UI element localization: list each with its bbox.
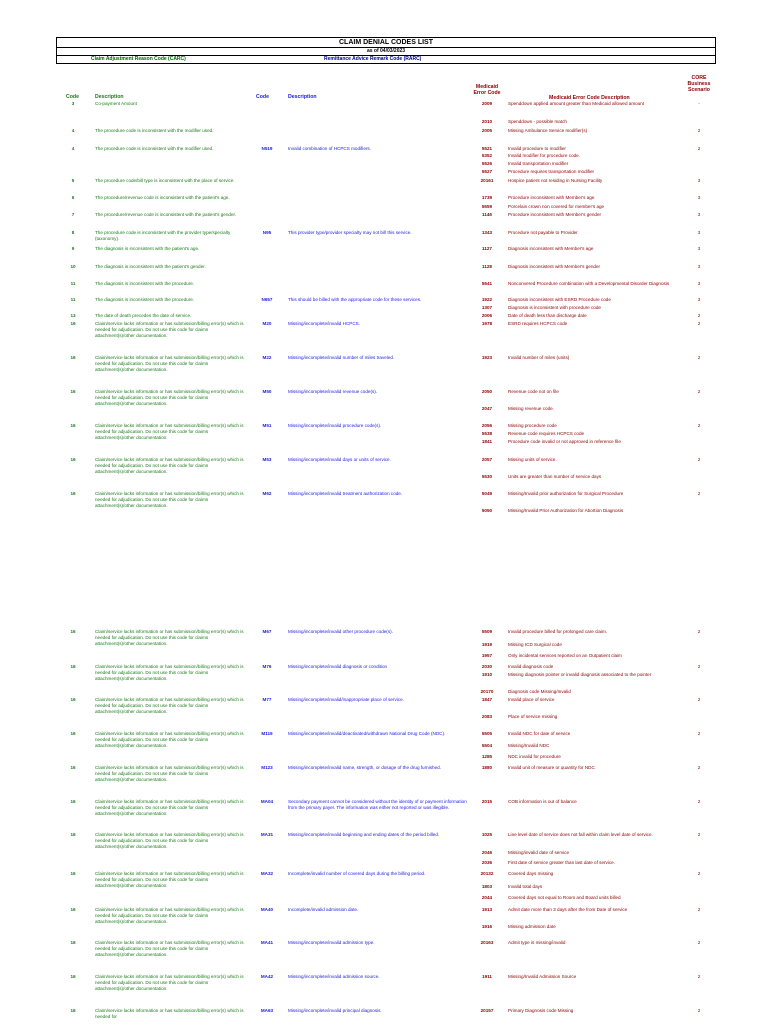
- col-header-core-business-scenario: CORE Business Scenario: [687, 75, 711, 93]
- medicaid-error-code-cell: 20132: [480, 871, 494, 876]
- carc-code-cell: 16: [70, 457, 76, 462]
- rarc-description-cell: Missing/incomplete/invalid procedure code(s).: [288, 423, 382, 428]
- medicaid-error-description-cell: First date of service greater than last date of service.: [508, 860, 615, 865]
- rarc-code-cell: MA42: [260, 974, 274, 979]
- rarc-description-cell: Missing/incomplete/invalid beginning and ending dates of the period billed.: [288, 832, 440, 837]
- carc-description-cell: Claim/service lacks information or has submission/billing error(s) which is needed for adjudication. Do not use this code for claims attachment(s)/other documentation.: [95, 321, 244, 338]
- carc-code-cell: 11: [70, 281, 76, 286]
- carc-code-cell: 16: [70, 765, 76, 770]
- medicaid-error-code-cell: 5526: [481, 161, 493, 166]
- rarc-code-cell: M77: [262, 697, 272, 702]
- medicaid-error-description-cell: Procedure code invalid or not approved in reference file: [508, 439, 621, 444]
- carc-code-cell: 16: [70, 799, 76, 804]
- carc-description-cell: The procedure code/bill type is inconsistent with the place of service.: [95, 178, 235, 183]
- medicaid-error-code-cell: 1916: [481, 924, 493, 929]
- medicaid-error-description-cell: Covered days missing: [508, 871, 554, 876]
- medicaid-error-code-cell: 5559: [481, 204, 493, 209]
- rarc-description-cell: Invalid combination of HCPCS modifiers.: [288, 146, 371, 151]
- medicaid-error-code-cell: 1841: [481, 439, 493, 444]
- rarc-description-cell: Missing/incomplete/invalid days or units of service.: [288, 457, 391, 462]
- medicaid-error-description-cell: Invalid NDC for date of service: [508, 731, 571, 736]
- rarc-description-cell: This provider type/provider specialty may not bill this service.: [288, 230, 412, 235]
- section-header-row: [56, 56, 716, 64]
- carc-description-cell: Claim/service lacks information or has submission/billing error(s) which is needed for adjudication. Do not use this code for claims attachment(s)/other documentation.: [95, 389, 244, 406]
- carc-description-cell: Claim/service lacks information or has submission/billing error(s) which is needed for adjudication. Do not use this code for claims attachment(s)/other documentation.: [95, 664, 244, 681]
- rarc-description-cell: Incomplete/invalid admission date.: [288, 907, 359, 912]
- carc-description-cell: The procedure code is inconsistent with the provider type/specialty (taxonomy).: [95, 230, 231, 241]
- core-business-scenario-cell: 3: [697, 195, 701, 200]
- carc-description-cell: Claim/service lacks information or has submission/billing error(s) which is needed for adjudication. Do not use this code for claims attachment(s)/other documentation.: [95, 765, 244, 782]
- carc-code-cell: 9: [71, 246, 75, 251]
- medicaid-error-description-cell: Missing units of service.: [508, 457, 557, 462]
- rarc-description-cell: This should be billed with the appropriate code for these services.: [288, 297, 422, 302]
- medicaid-error-description-cell: Missing diagnosis pointer or invalid diagnosis associated to the pointer: [508, 672, 652, 677]
- rarc-code-cell: N95: [262, 230, 272, 235]
- medicaid-error-description-cell: Diagnosis is inconsistent with procedure code: [508, 305, 601, 310]
- medicaid-error-description-cell: Hospice patient not residing in Nursing Facility: [508, 178, 603, 183]
- rarc-description-cell: Missing/incomplete/invalid admission source.: [288, 974, 380, 979]
- carc-description-cell: The diagnosis is inconsistent with the patient's gender.: [95, 264, 206, 269]
- medicaid-error-description-cell: Nonconvered Procedure combination with a Developmental Disorder Diagnosis: [508, 281, 670, 286]
- medicaid-error-description-cell: Invalid procedure billed for prolonged care claim.: [508, 629, 608, 634]
- medicaid-error-description-cell: Admit date more than 3 days after the from Date of service: [508, 907, 628, 912]
- carc-description-cell: Claim/service lacks information or has submission/billing error(s) which is needed for: [95, 1008, 244, 1019]
- core-business-scenario-cell: 2: [697, 799, 701, 804]
- col-header-medicaid-error-description: Medicaid Error Code Description: [549, 95, 630, 101]
- medicaid-error-code-cell: 1307: [481, 305, 493, 310]
- carc-code-cell: 16: [70, 491, 76, 496]
- medicaid-error-code-cell: 2044: [481, 895, 493, 900]
- medicaid-error-code-cell: 1922: [481, 297, 493, 302]
- medicaid-error-description-cell: Diagnosis code Missing/Invalid: [508, 689, 571, 694]
- medicaid-error-code-cell: 5527: [481, 169, 493, 174]
- medicaid-error-code-cell: 5521: [481, 146, 493, 151]
- medicaid-error-description-cell: Missing ICD Surgical code: [508, 642, 562, 647]
- rarc-code-cell: M76: [262, 664, 272, 669]
- medicaid-error-description-cell: Procedure requires transportation modifier: [508, 169, 595, 174]
- medicaid-error-description-cell: NDC invalid for procedure: [508, 754, 561, 759]
- medicaid-error-code-cell: 1880: [481, 765, 493, 770]
- rarc-description-cell: Missing/incomplete/invalid number of miles traveled.: [288, 355, 395, 360]
- core-business-scenario-cell: 2: [697, 491, 701, 496]
- carc-code-cell: 16: [70, 731, 76, 736]
- medicaid-error-description-cell: Only incidental services reported on an Outpatient claim: [508, 653, 622, 658]
- carc-description-cell: The procedure code is inconsistent with the modifier used.: [95, 146, 214, 151]
- medicaid-error-code-cell: 2006: [481, 313, 493, 318]
- carc-description-cell: Claim/service lacks information or has submission/billing error(s) which is needed for adjudication. Do not use this code for claims attachment(s)/other documentation.: [95, 491, 244, 508]
- medicaid-error-description-cell: Missing revenue code.: [508, 406, 554, 411]
- medicaid-error-description-cell: Diagnosis inconsistent with Member's age: [508, 246, 594, 251]
- rarc-code-cell: N657: [261, 297, 273, 302]
- medicaid-error-description-cell: Invalid unit of measure or quantity for NDC: [508, 765, 595, 770]
- medicaid-error-description-cell: Line level date of service does not fall within claim level date of service.: [508, 832, 653, 837]
- rarc-description-cell: Missing/incomplete/invalid/inappropriate place of service.: [288, 697, 404, 702]
- medicaid-error-description-cell: Procedure inconsistent with Member's age: [508, 195, 595, 200]
- medicaid-error-code-cell: 5505: [481, 731, 493, 736]
- core-business-scenario-cell: 2: [697, 832, 701, 837]
- core-business-scenario-cell: 2: [697, 731, 701, 736]
- core-business-scenario-cell: 2: [697, 974, 701, 979]
- carc-description-cell: Claim/service lacks information or has submission/billing error(s) which is needed for adjudication. Do not use this code for claims attachment(s)/other documentation.: [95, 731, 244, 748]
- carc-description-cell: Claim/service lacks information or has submission/billing error(s) which is needed for adjudication. Do not use this code for claims attachment(s)/other documentation.: [95, 355, 244, 372]
- core-business-scenario-cell: 2: [697, 664, 701, 669]
- medicaid-error-code-cell: 1919: [481, 642, 493, 647]
- document-date: as of 04/03/2023: [56, 48, 716, 56]
- carc-description-cell: The diagnosis is inconsistent with the procedure.: [95, 281, 195, 286]
- medicaid-error-code-cell: 2050: [481, 389, 493, 394]
- medicaid-error-description-cell: Invalid place of service: [508, 697, 555, 702]
- rarc-description-cell: Missing/incomplete/invalid principal diagnosis.: [288, 1008, 382, 1013]
- core-business-scenario-cell: 3: [697, 281, 701, 286]
- rarc-code-cell: MA31: [260, 832, 274, 837]
- carc-description-cell: Claim/service lacks information or has submission/billing error(s) which is needed for adjudication. Do not use this code for claims attachment(s)/other documentation.: [95, 832, 244, 849]
- carc-description-cell: The procedure/revenue code is inconsistent with the patient's age.: [95, 195, 230, 200]
- medicaid-error-description-cell: Invalid transportation modifier: [508, 161, 569, 166]
- medicaid-error-code-cell: 1803: [481, 884, 493, 889]
- carc-code-cell: 10: [70, 264, 76, 269]
- carc-section-label: Claim Adjustment Reason Code (CARC): [91, 56, 186, 62]
- medicaid-error-code-cell: 2083: [481, 714, 493, 719]
- medicaid-error-code-cell: 2009: [481, 101, 493, 106]
- medicaid-error-code-cell: 20157: [480, 1008, 494, 1013]
- medicaid-error-code-cell: 5530: [481, 474, 493, 479]
- carc-code-cell: 3: [71, 101, 75, 106]
- medicaid-error-description-cell: Missing procedure code: [508, 423, 557, 428]
- core-business-scenario-cell: 2: [697, 389, 701, 394]
- core-business-scenario-cell: 2: [697, 1008, 701, 1013]
- rarc-description-cell: Missing/incomplete/invalid revenue code(s).: [288, 389, 378, 394]
- medicaid-error-code-cell: 1343: [481, 230, 493, 235]
- rarc-description-cell: Missing/incomplete/invalid other procedure code(s).: [288, 629, 393, 634]
- medicaid-error-description-cell: Missing/invalid date of service: [508, 850, 570, 855]
- core-business-scenario-cell: 3: [697, 297, 701, 302]
- carc-description-cell: Claim/service lacks information or has submission/billing error(s) which is needed for adjudication. Do not use this code for claims attachment(s)/other documentation.: [95, 799, 244, 816]
- rarc-description-cell: Missing/incomplete/invalid treatment authorization code.: [288, 491, 403, 496]
- carc-code-cell: 16: [70, 697, 76, 702]
- medicaid-error-code-cell: 5352: [481, 153, 493, 158]
- medicaid-error-description-cell: Invalid modifier for procedure code.: [508, 153, 581, 158]
- carc-code-cell: 16: [70, 321, 76, 326]
- col-header-rarc-description: Description: [288, 94, 317, 100]
- carc-code-cell: 4: [71, 146, 75, 151]
- medicaid-error-code-cell: 1957: [481, 653, 493, 658]
- medicaid-error-code-cell: 5541: [481, 281, 493, 286]
- core-business-scenario-cell: 2: [697, 629, 701, 634]
- core-business-scenario-cell: 2: [697, 940, 701, 945]
- medicaid-error-description-cell: Porcelain crown non covered for member's age: [508, 204, 605, 209]
- medicaid-error-description-cell: Diagnosis inconsistent with ESRD Procedure code: [508, 297, 611, 302]
- medicaid-error-code-cell: 1128: [482, 264, 492, 269]
- carc-description-cell: The diagnosis is inconsistent with the procedure.: [95, 297, 195, 302]
- medicaid-error-code-cell: 1978: [481, 321, 493, 326]
- core-business-scenario-cell: 2: [697, 423, 701, 428]
- carc-code-cell: 16: [70, 664, 76, 669]
- carc-description-cell: Claim/service lacks information or has submission/billing error(s) which is needed for adjudication. Do not use this code for claims attachment(s)/other documentation.: [95, 907, 244, 924]
- rarc-code-cell: N519: [261, 146, 273, 151]
- rarc-code-cell: M123: [261, 765, 273, 770]
- medicaid-error-description-cell: Missing/Invalid Admission Source: [508, 974, 577, 979]
- core-business-scenario-cell: 3: [697, 230, 701, 235]
- carc-code-cell: 16: [70, 974, 76, 979]
- medicaid-error-code-cell: 2047: [481, 406, 493, 411]
- core-business-scenario-cell: 2: [697, 697, 701, 702]
- document-title: CLAIM DENIAL CODES LIST: [56, 37, 716, 48]
- core-business-scenario-cell: 2: [697, 871, 701, 876]
- carc-description-cell: Co-payment Amount: [95, 101, 137, 106]
- medicaid-error-description-cell: Missing/Invalid Prior Authorization for Abortion Diagnosis: [508, 508, 624, 513]
- medicaid-error-code-cell: 20163: [480, 940, 494, 945]
- carc-description-cell: Claim/service lacks information or has submission/billing error(s) which is needed for adjudication. Do not use this code for claims attachment(s)/other documentation.: [95, 423, 244, 440]
- medicaid-error-code-cell: 2036: [481, 860, 493, 865]
- medicaid-error-code-cell: 1911: [482, 974, 492, 979]
- medicaid-error-code-cell: 5050: [481, 508, 493, 513]
- medicaid-error-description-cell: Invalid number of miles (units): [508, 355, 570, 360]
- medicaid-error-code-cell: 5509: [481, 629, 493, 634]
- rarc-code-cell: M20: [262, 321, 272, 326]
- rarc-code-cell: MA41: [260, 940, 274, 945]
- medicaid-error-code-cell: 2010: [481, 119, 493, 124]
- medicaid-error-description-cell: COB information is out of balance: [508, 799, 577, 804]
- medicaid-error-description-cell: Procedure not payable to Provider: [508, 230, 578, 235]
- medicaid-error-code-cell: 20170: [480, 689, 494, 694]
- carc-description-cell: Claim/service lacks information or has submission/billing error(s) which is needed for adjudication. Do not use this code for claims attachment(s)/other documentation.: [95, 871, 244, 888]
- carc-description-cell: The date of death precedes the date of service.: [95, 313, 192, 318]
- medicaid-error-code-cell: 1285: [481, 754, 493, 759]
- medicaid-error-code-cell: 2005: [481, 128, 493, 133]
- medicaid-error-code-cell: 1146: [482, 212, 492, 217]
- core-business-scenario-cell: 2: [697, 457, 701, 462]
- col-header-rarc-code: Code: [256, 94, 269, 100]
- rarc-code-cell: M22: [262, 355, 272, 360]
- medicaid-error-description-cell: Spenddown applied amount greater than Medicaid allowed amount: [508, 101, 645, 106]
- medicaid-error-description-cell: Units are greater than number of service days: [508, 474, 602, 479]
- rarc-description-cell: Missing/incomplete/invalid admission type.: [288, 940, 375, 945]
- carc-description-cell: The procedure/revenue code is inconsistent with the patient's gender.: [95, 212, 237, 217]
- core-business-scenario-cell: 2: [697, 321, 701, 326]
- medicaid-error-description-cell: Missing admission date: [508, 924, 556, 929]
- medicaid-error-code-cell: 1025: [481, 832, 493, 837]
- rarc-code-cell: MA63: [260, 1008, 274, 1013]
- medicaid-error-code-cell: 2030: [481, 664, 493, 669]
- carc-code-cell: 7: [71, 212, 75, 217]
- medicaid-error-description-cell: Revenue code requires HCPCS code: [508, 431, 585, 436]
- rarc-description-cell: Incomplete/invalid number of covered days during the billing period.: [288, 871, 426, 876]
- medicaid-error-description-cell: Primary Diagnosis code Missing: [508, 1008, 574, 1013]
- carc-code-cell: 6: [71, 195, 75, 200]
- medicaid-error-description-cell: Invalid procedure to modifier: [508, 146, 566, 151]
- carc-code-cell: 16: [70, 423, 76, 428]
- carc-code-cell: 4: [71, 128, 75, 133]
- medicaid-error-code-cell: 1923: [481, 355, 493, 360]
- medicaid-error-description-cell: Revenue code not on file: [508, 389, 559, 394]
- medicaid-error-description-cell: Spenddown - possible match: [508, 119, 567, 124]
- carc-code-cell: 16: [70, 940, 76, 945]
- core-business-scenario-cell: 2: [697, 907, 701, 912]
- medicaid-error-code-cell: 5538: [481, 431, 493, 436]
- carc-code-cell: 8: [71, 230, 75, 235]
- medicaid-error-code-cell: 1127: [482, 246, 492, 251]
- core-business-scenario-cell: 3: [697, 264, 701, 269]
- core-business-scenario-cell: 3: [697, 212, 701, 217]
- medicaid-error-code-cell: 1847: [481, 697, 493, 702]
- medicaid-error-code-cell: 5049: [481, 491, 493, 496]
- rarc-code-cell: M50: [262, 389, 272, 394]
- rarc-description-cell: Secondary payment cannot be considered without the identity of or payment information from the primary payer. The information was either not reported or was illegible.: [288, 799, 467, 810]
- rarc-code-cell: MA04: [260, 799, 274, 804]
- carc-code-cell: 16: [70, 629, 76, 634]
- medicaid-error-description-cell: Missing/Invalid NDC: [508, 743, 550, 748]
- medicaid-error-code-cell: 2057: [481, 457, 493, 462]
- carc-code-cell: 16: [70, 389, 76, 394]
- core-business-scenario-cell: 2: [697, 355, 701, 360]
- carc-code-cell: 11: [70, 297, 76, 302]
- core-business-scenario-cell: 2: [697, 313, 701, 318]
- medicaid-error-code-cell: 2015: [481, 799, 493, 804]
- rarc-code-cell: M67: [262, 629, 272, 634]
- core-business-scenario-cell: 2: [697, 146, 701, 151]
- core-business-scenario-cell: 2: [697, 128, 701, 133]
- core-business-scenario-cell: 2: [697, 765, 701, 770]
- carc-description-cell: Claim/service lacks information or has submission/billing error(s) which is needed for adjudication. Do not use this code for claims attachment(s)/other documentation.: [95, 457, 244, 474]
- col-header-medicaid-error-code: Medicaid Error Code: [473, 84, 501, 96]
- rarc-code-cell: M62: [262, 491, 272, 496]
- carc-code-cell: 16: [70, 907, 76, 912]
- core-business-scenario-cell: -: [698, 101, 700, 106]
- medicaid-error-description-cell: Invalid diagnosis code: [508, 664, 554, 669]
- medicaid-error-code-cell: 1913: [481, 907, 493, 912]
- rarc-description-cell: Missing/incomplete/invalid/deactivated/withdrawn National Drug Code (NDC).: [288, 731, 446, 736]
- carc-code-cell: 13: [70, 313, 76, 318]
- carc-description-cell: Claim/service lacks information or has submission/billing error(s) which is needed for adjudication. Do not use this code for claims attachment(s)/other documentation.: [95, 974, 244, 991]
- carc-code-cell: 16: [70, 871, 76, 876]
- carc-code-cell: 16: [70, 355, 76, 360]
- medicaid-error-description-cell: Diagnosis inconsistent with Member's gender: [508, 264, 601, 269]
- carc-description-cell: The procedure code is inconsistent with the modifier used.: [95, 128, 214, 133]
- medicaid-error-description-cell: Missing/Invalid prior authorization for Surgical Procedure: [508, 491, 624, 496]
- medicaid-error-code-cell: 1910: [481, 672, 493, 677]
- medicaid-error-code-cell: 5504: [481, 743, 493, 748]
- medicaid-error-description-cell: Admit type is missing/invalid: [508, 940, 566, 945]
- medicaid-error-description-cell: Invalid total days: [508, 884, 543, 889]
- carc-description-cell: Claim/service lacks information or has submission/billing error(s) which is needed for adjudication. Do not use this code for claims attachment(s)/other documentation.: [95, 629, 244, 646]
- carc-description-cell: The diagnosis is inconsistent with the patient's age.: [95, 246, 200, 251]
- medicaid-error-code-cell: 1739: [481, 195, 493, 200]
- core-business-scenario-cell: 3: [697, 246, 701, 251]
- rarc-code-cell: MA32: [260, 871, 274, 876]
- rarc-description-cell: Missing/incomplete/invalid HCPCS.: [288, 321, 360, 326]
- carc-description-cell: Claim/service lacks information or has submission/billing error(s) which is needed for adjudication. Do not use this code for claims attachment(s)/other documentation.: [95, 940, 244, 957]
- medicaid-error-description-cell: Place of service missing: [508, 714, 558, 719]
- col-header-carc-description: Description: [95, 94, 124, 100]
- carc-code-cell: 16: [70, 832, 76, 837]
- medicaid-error-description-cell: Missing Ambulance Service modifier(s): [508, 128, 588, 133]
- medicaid-error-description-cell: Date of death less than discharge date: [508, 313, 587, 318]
- rarc-description-cell: Missing/incomplete/invalid diagnosis or condition: [288, 664, 388, 669]
- carc-code-cell: 16: [70, 1008, 76, 1013]
- medicaid-error-code-cell: 2046: [481, 850, 493, 855]
- rarc-code-cell: M51: [262, 423, 272, 428]
- carc-code-cell: 5: [71, 178, 75, 183]
- medicaid-error-code-cell: 2056: [481, 423, 493, 428]
- rarc-code-cell: M53: [262, 457, 272, 462]
- core-business-scenario-cell: 3: [697, 178, 701, 183]
- rarc-section-label: Remittance Advice Remark Code (RARC): [324, 56, 422, 62]
- medicaid-error-code-cell: 20161: [480, 178, 494, 183]
- medicaid-error-description-cell: ESRD requires HCPCS code: [508, 321, 568, 326]
- rarc-code-cell: M119: [261, 731, 273, 736]
- col-header-carc-code: Code: [66, 94, 79, 100]
- medicaid-error-description-cell: Procedure inconsistent with Member's gender: [508, 212, 602, 217]
- carc-description-cell: Claim/service lacks information or has submission/billing error(s) which is needed for adjudication. Do not use this code for claims attachment(s)/other documentation.: [95, 697, 244, 714]
- rarc-description-cell: Missing/incomplete/invalid name, strength, or dosage of the drug furnished.: [288, 765, 441, 770]
- rarc-code-cell: MA40: [260, 907, 274, 912]
- medicaid-error-description-cell: Covered days not equal to Room and Board units billed: [508, 895, 621, 900]
